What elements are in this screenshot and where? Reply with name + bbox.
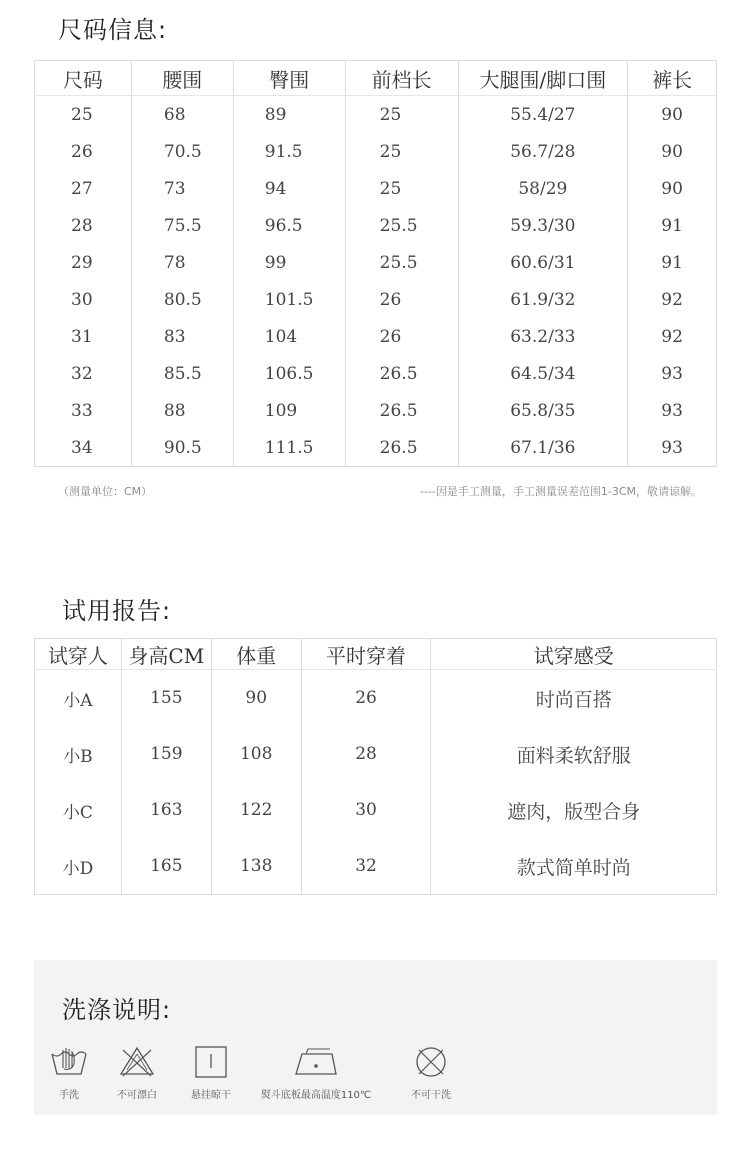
size-cell-hip: 91.5 (233, 133, 345, 170)
no-bleach-icon (119, 1044, 155, 1080)
size-cell-size: 25 (35, 96, 132, 134)
size-cell-waist: 73 (131, 170, 233, 207)
trial-row (35, 838, 717, 895)
trial-cell-height: 165 (121, 838, 211, 895)
trial-cell-height: 155 (121, 670, 211, 727)
trial-row (35, 726, 717, 782)
trial-cell-weight: 138 (211, 838, 301, 895)
size-cell-thigh-leg-opening: 60.6/31 (458, 244, 628, 281)
header-height: 身高CM (121, 639, 211, 670)
size-cell-hip: 96.5 (233, 207, 345, 244)
wash-panel (34, 960, 717, 1115)
size-cell-waist: 85.5 (131, 355, 233, 392)
size-cell-length: 93 (661, 437, 683, 458)
size-cell-front-rise: 26 (345, 281, 458, 318)
size-cell-hip: 104 (233, 318, 345, 355)
size-cell-thigh-leg-opening: 55.4/27 (458, 96, 628, 134)
size-cell-thigh-leg-opening: 61.9/32 (458, 281, 628, 318)
error-note: ----因是手工测量，手工测量误差范围1-3CM，敬请谅解。 (419, 485, 702, 498)
header-weight: 体重 (211, 639, 301, 670)
trial-cell-feeling: 款式简单时尚 (516, 856, 631, 879)
trial-cell-feeling: 遮肉，版型合身 (507, 800, 641, 823)
wash-label-no-bleach: 不可漂白 (117, 1090, 157, 1101)
size-row (35, 207, 717, 244)
header-tester: 试穿人 (35, 639, 122, 670)
header-hip: 臀围 (233, 61, 345, 96)
size-cell-hip: 111.5 (233, 429, 345, 467)
trial-cell-weight: 108 (211, 726, 301, 782)
size-cell-front-rise: 26 (345, 318, 458, 355)
size-cell-length: 91 (661, 215, 683, 236)
size-cell-front-rise: 25 (345, 170, 458, 207)
size-cell-waist: 90.5 (131, 429, 233, 467)
size-cell-front-rise: 25.5 (345, 207, 458, 244)
size-cell-waist: 75.5 (131, 207, 233, 244)
size-cell-size: 27 (35, 170, 132, 207)
header-usual-size: 平时穿着 (301, 639, 431, 670)
wash-label-hang-dry: 悬挂晾干 (191, 1090, 231, 1101)
trial-cell-usual-size: 28 (301, 726, 431, 782)
trial-cell-height: 163 (121, 782, 211, 838)
size-row (35, 244, 717, 281)
wash-item-hang-dry (190, 1044, 232, 1101)
header-front-rise: 前档长 (345, 61, 458, 96)
size-cell-thigh-leg-opening: 67.1/36 (458, 429, 628, 467)
size-row (35, 281, 717, 318)
trial-cell-usual-size: 26 (301, 670, 431, 727)
size-cell-length: 90 (661, 141, 683, 162)
wash-label-no-dry-clean: 不可干洗 (411, 1090, 451, 1101)
size-cell-size: 34 (35, 429, 132, 467)
wash-item-hand-wash (48, 1044, 90, 1101)
trial-table-header (35, 639, 717, 670)
trial-row (35, 670, 717, 727)
size-cell-thigh-leg-opening: 58/29 (458, 170, 628, 207)
size-row (35, 429, 717, 467)
unit-note: （测量单位：CM） (58, 485, 153, 498)
trial-cell-tester: 小D (35, 838, 122, 895)
size-cell-length: 92 (661, 326, 683, 347)
iron-icon (292, 1044, 340, 1080)
trial-cell-feeling: 时尚百搭 (535, 688, 612, 711)
wash-section-title: 洗涤说明: (62, 996, 172, 1024)
size-cell-hip: 101.5 (233, 281, 345, 318)
trial-cell-weight: 90 (211, 670, 301, 727)
size-cell-size: 33 (35, 392, 132, 429)
trial-cell-tester: 小A (35, 670, 122, 727)
size-cell-hip: 89 (233, 96, 345, 134)
size-cell-waist: 70.5 (131, 133, 233, 170)
size-row (35, 355, 717, 392)
trial-section-title: 试用报告: (62, 597, 172, 625)
no-dry-clean-icon (413, 1044, 449, 1080)
trial-cell-tester: 小B (35, 726, 122, 782)
size-cell-size: 31 (35, 318, 132, 355)
wash-item-no-bleach (114, 1044, 160, 1101)
size-section-title: 尺码信息: (58, 16, 168, 44)
size-cell-hip: 94 (233, 170, 345, 207)
size-cell-length: 93 (661, 400, 683, 421)
size-cell-thigh-leg-opening: 63.2/33 (458, 318, 628, 355)
header-thigh-leg-opening: 大腿围/脚口围 (458, 61, 628, 96)
trial-row (35, 782, 717, 838)
size-cell-waist: 88 (131, 392, 233, 429)
wash-item-iron (254, 1044, 378, 1101)
size-cell-size: 30 (35, 281, 132, 318)
size-cell-front-rise: 26.5 (345, 429, 458, 467)
header-feeling: 试穿感受 (431, 639, 717, 670)
size-cell-front-rise: 25.5 (345, 244, 458, 281)
header-length: 裤长 (628, 61, 717, 96)
size-cell-length: 92 (661, 289, 683, 310)
size-cell-length: 90 (661, 178, 683, 199)
size-cell-front-rise: 26.5 (345, 392, 458, 429)
wash-item-no-dry-clean (406, 1044, 456, 1101)
size-cell-thigh-leg-opening: 64.5/34 (458, 355, 628, 392)
size-cell-hip: 109 (233, 392, 345, 429)
size-cell-length: 93 (661, 363, 683, 384)
size-row (35, 318, 717, 355)
trial-cell-usual-size: 30 (301, 782, 431, 838)
trial-cell-usual-size: 32 (301, 838, 431, 895)
size-cell-size: 28 (35, 207, 132, 244)
size-cell-waist: 80.5 (131, 281, 233, 318)
size-cell-thigh-leg-opening: 65.8/35 (458, 392, 628, 429)
size-cell-front-rise: 25 (345, 96, 458, 134)
size-cell-thigh-leg-opening: 59.3/30 (458, 207, 628, 244)
hand-wash-icon (49, 1044, 89, 1080)
size-cell-hip: 99 (233, 244, 345, 281)
size-cell-waist: 83 (131, 318, 233, 355)
size-row (35, 133, 717, 170)
size-cell-thigh-leg-opening: 56.7/28 (458, 133, 628, 170)
size-row (35, 170, 717, 207)
trial-cell-feeling: 面料柔软舒服 (516, 744, 631, 767)
size-row (35, 96, 717, 134)
size-cell-front-rise: 26.5 (345, 355, 458, 392)
size-row (35, 392, 717, 429)
size-cell-front-rise: 25 (345, 133, 458, 170)
size-cell-hip: 106.5 (233, 355, 345, 392)
size-cell-size: 29 (35, 244, 132, 281)
size-cell-size: 26 (35, 133, 132, 170)
size-cell-length: 91 (661, 252, 683, 273)
trial-cell-height: 159 (121, 726, 211, 782)
wash-label-hand-wash: 手洗 (59, 1090, 79, 1101)
header-size: 尺码 (35, 61, 132, 96)
trial-table (34, 638, 717, 895)
size-table (34, 60, 717, 467)
trial-cell-weight: 122 (211, 782, 301, 838)
size-cell-length: 90 (661, 104, 683, 125)
trial-cell-tester: 小C (35, 782, 122, 838)
header-waist: 腰围 (131, 61, 233, 96)
size-table-header (35, 61, 717, 96)
size-cell-waist: 78 (131, 244, 233, 281)
hang-dry-icon (193, 1044, 229, 1080)
wash-label-iron: 熨斗底板最高温度110℃ (260, 1090, 372, 1101)
size-cell-waist: 68 (131, 96, 233, 134)
size-cell-size: 32 (35, 355, 132, 392)
